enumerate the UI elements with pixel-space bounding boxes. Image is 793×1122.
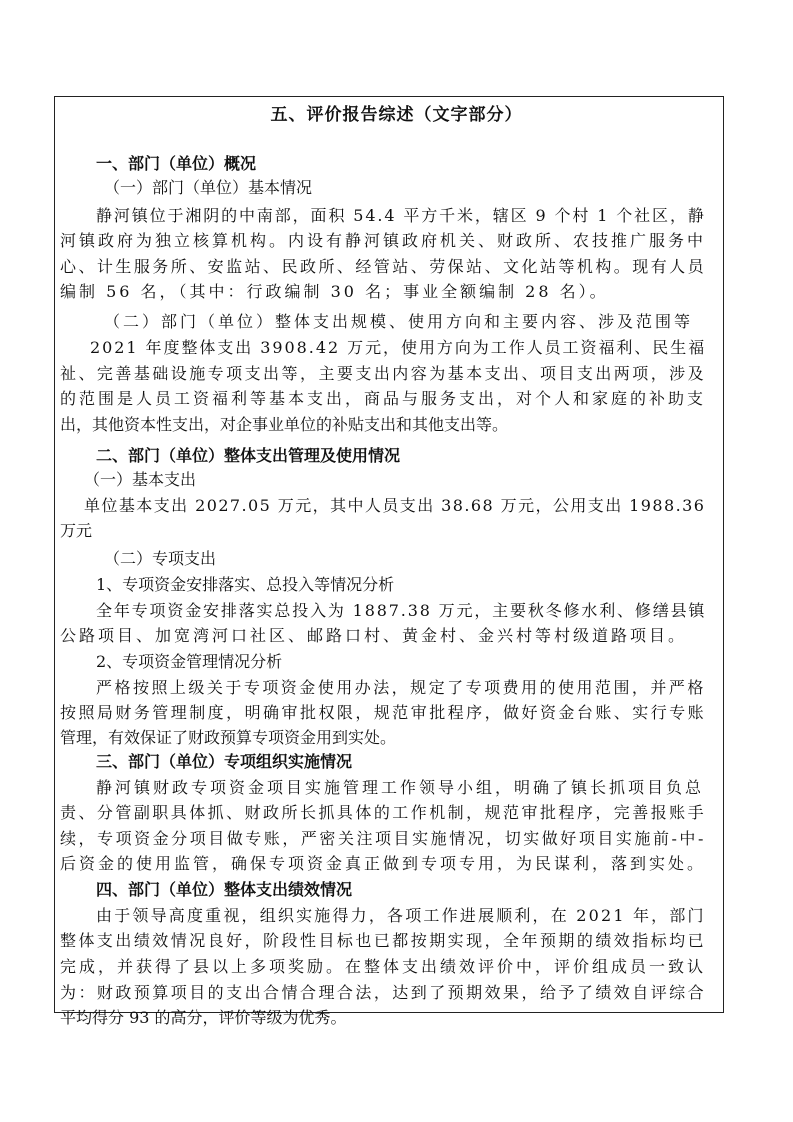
section-4-heading: 四、部门（单位）整体支出绩效情况 bbox=[96, 880, 353, 899]
section-2-subheading-1: （一）基本支出 bbox=[84, 470, 197, 489]
section-3-paragraph-line: 责、分管副职具体抓、财政所长抓具体的工作机制，规范审批程序，完善报账手 bbox=[60, 803, 707, 822]
section-3-heading: 三、部门（单位）专项组织实施情况 bbox=[96, 752, 353, 771]
section-2-paragraph-2-line: 公路项目、加宽湾河口社区、邮路口村、黄金村、金兴村等村级道路项目。 bbox=[60, 626, 688, 645]
section-1-paragraph-1-line: 河镇政府为独立核算机构。内设有静河镇政府机关、财政所、农技推广服务中 bbox=[60, 231, 707, 250]
section-3-paragraph-line: 续，专项资金分项目做专账，严密关注项目实施情况，切实做好项目实施前-中- bbox=[60, 829, 706, 848]
section-4-paragraph-line: 完成，并获得了县以上多项奖励。在整体支出绩效评价中，评价组成员一致认 bbox=[60, 957, 707, 976]
page-title: 五、评价报告综述（文字部分） bbox=[270, 105, 523, 125]
section-2-paragraph-3-line: 按照局财务管理制度，明确审批权限，规范审批程序，做好资金台账、实行专账 bbox=[60, 703, 707, 722]
section-1-paragraph-2-line: 出，其他资本性支出，对企事业单位的补贴支出和其他支出等。 bbox=[60, 415, 509, 434]
section-1-subheading-2: （二）部门（单位）整体支出规模、使用方向和主要内容、涉及范围等 bbox=[104, 312, 694, 331]
section-1-heading: 一、部门（单位）概况 bbox=[96, 154, 257, 173]
section-4-paragraph-line: 为：财政预算项目的支出合情合理合法，达到了预期效果，给予了绩效自评综合 bbox=[60, 983, 707, 1002]
section-2-paragraph-1-line: 单位基本支出 2027.05 万元，其中人员支出 38.68 万元，公用支出 1988.36 bbox=[84, 496, 706, 515]
section-1-paragraph-2-line: 的范围是人员工资福利等基本支出，商品与服务支出，对个人和家庭的补助支 bbox=[60, 389, 707, 408]
section-3-paragraph-line: 后资金的使用监管，确保专项资金真正做到专项专用，为民谋利，落到实处。 bbox=[60, 854, 707, 873]
section-1-paragraph-1-line: 静河镇位于湘阴的中南部，面积 54.4 平方千米，辖区 9 个村 1 个社区，静 bbox=[96, 206, 706, 225]
section-4-paragraph-line: 由于领导高度重视，组织实施得力，各项工作进展顺利，在 2021 年，部门 bbox=[96, 906, 706, 925]
section-2-paragraph-3-line: 严格按照上级关于专项资金使用办法，规定了专项费用的使用范围，并严格 bbox=[96, 678, 706, 697]
section-4-paragraph-line: 平均得分 93 的高分，评价等级为优秀。 bbox=[60, 1008, 347, 1027]
section-1-paragraph-2-line: 祉、完善基础设施专项支出等，主要支出内容为基本支出、项目支出两项，涉及 bbox=[60, 364, 707, 383]
section-2-heading: 二、部门（单位）整体支出管理及使用情况 bbox=[96, 446, 401, 465]
section-3-paragraph-line: 静河镇财政专项资金项目实施管理工作领导小组，明确了镇长抓项目负总 bbox=[96, 778, 705, 797]
section-2-item-2: 2、专项资金管理情况分析 bbox=[96, 652, 283, 671]
section-1-paragraph-1-line: 编制 56 名，（其中：行政编制 30 名；事业全额编制 28 名）。 bbox=[60, 282, 609, 301]
section-2-paragraph-1-line: 万元 bbox=[60, 521, 93, 540]
section-2-paragraph-2-line: 全年专项资金安排落实总投入为 1887.38 万元，主要秋冬修水利、修缮县镇 bbox=[96, 601, 707, 620]
section-1-paragraph-1-line: 心、计生服务所、安监站、民政所、经管站、劳保站、文化站等机构。现有人员 bbox=[60, 257, 707, 276]
section-2-item-1: 1、专项资金安排落实、总投入等情况分析 bbox=[96, 575, 395, 594]
section-1-paragraph-2-line: 2021 年度整体支出 3908.42 万元，使用方向为工作人员工资福利、民生福 bbox=[90, 338, 707, 357]
section-2-subheading-2: （二）专项支出 bbox=[104, 549, 217, 568]
section-1-subheading-1: （一）部门（单位）基本情况 bbox=[104, 178, 313, 197]
section-2-paragraph-3-line: 管理，有效保证了财政预算专项资金用到实处。 bbox=[60, 728, 397, 747]
section-4-paragraph-line: 整体支出绩效情况良好，阶段性目标也已都按期实现，全年预期的绩效指标均已 bbox=[60, 931, 707, 950]
